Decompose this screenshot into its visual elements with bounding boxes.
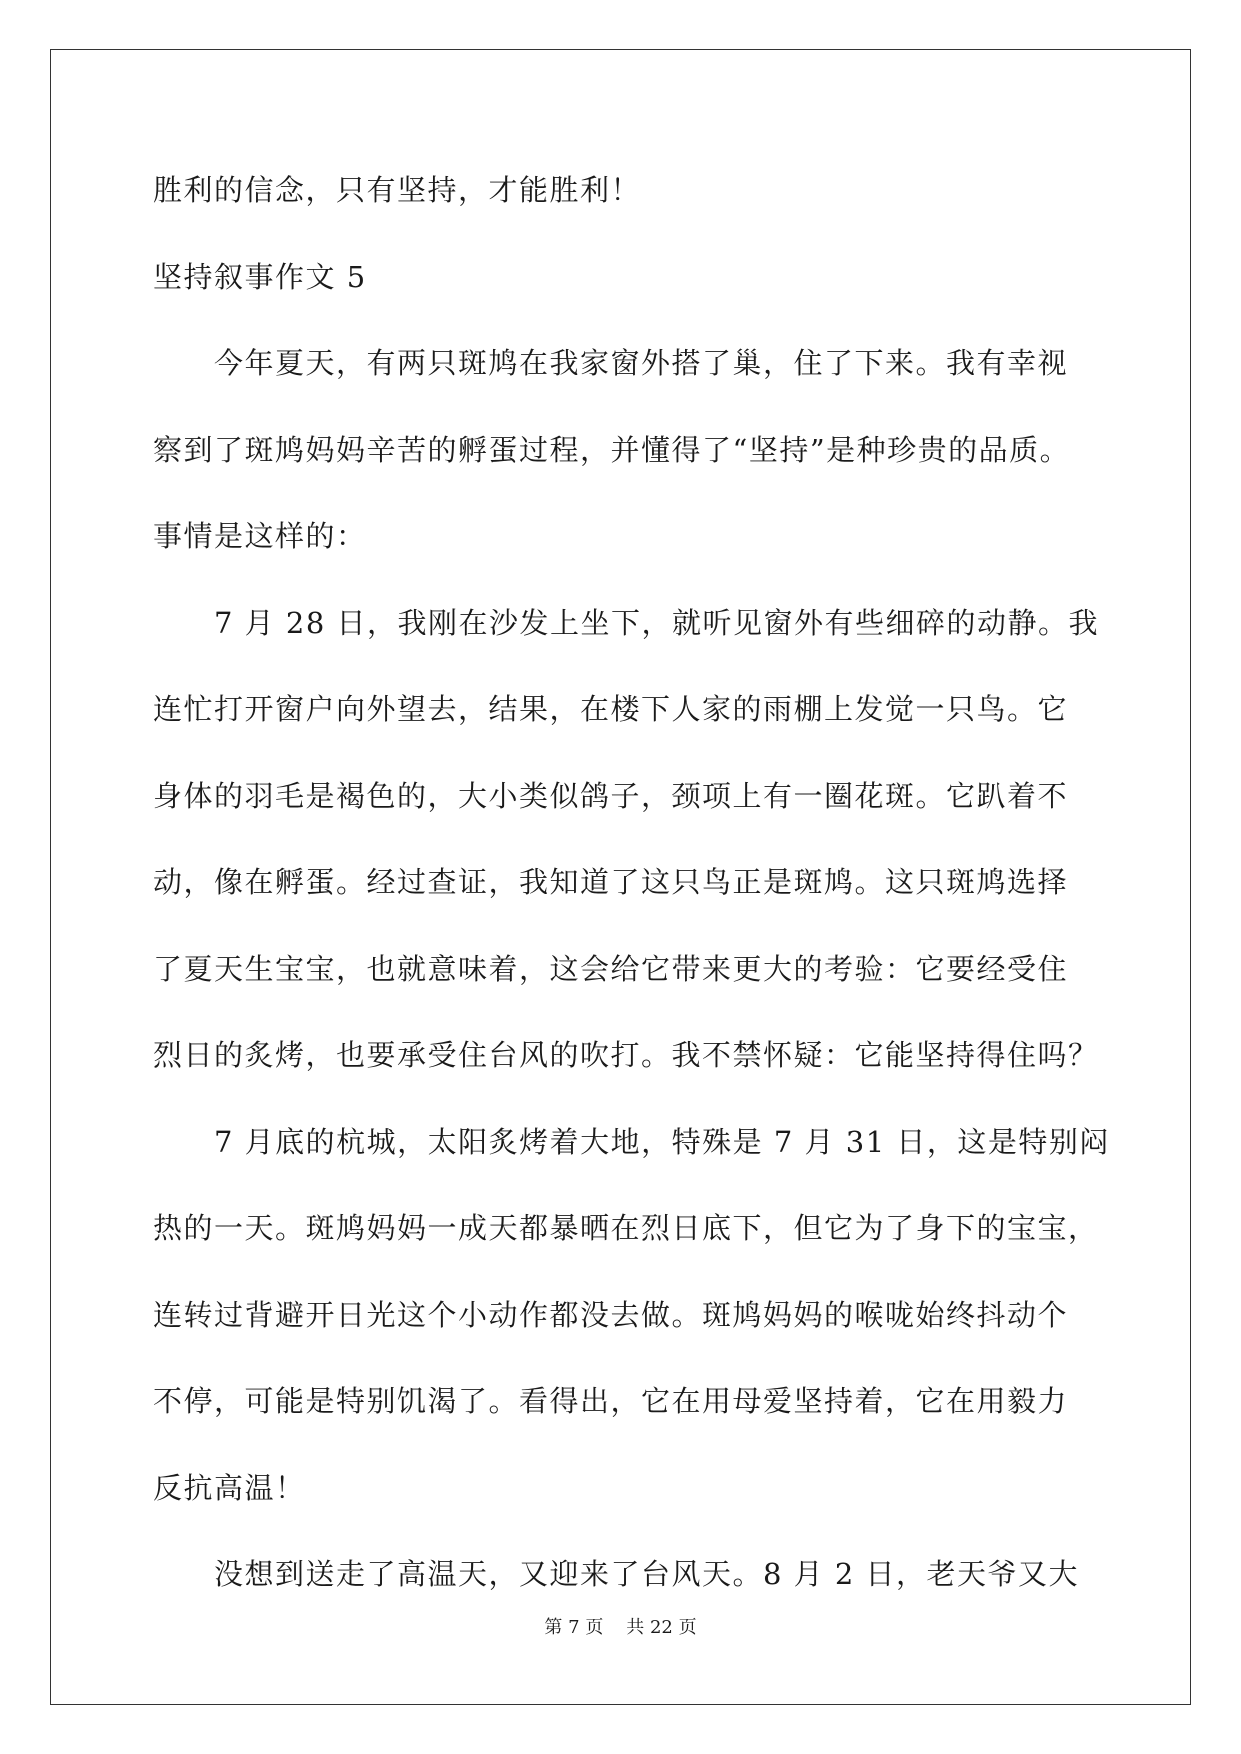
paragraph-line: 察到了斑鸠妈妈辛苦的孵蛋过程，并懂得了“坚持”是种珍贵的品质。 xyxy=(153,433,1071,467)
paragraph-line: 反抗高温！ xyxy=(153,1471,306,1505)
section-heading: 坚持叙事作文 5 xyxy=(153,260,367,294)
paragraph-line: 动，像在孵蛋。经过查证，我知道了这只鸟正是斑鸠。这只斑鸠选择 xyxy=(153,865,1069,899)
page-total: 共 22 页 xyxy=(626,1617,697,1638)
page-footer xyxy=(0,1619,1241,1637)
paragraph-line: 了夏天生宝宝，也就意味着，这会给它带来更大的考验：它要经受住 xyxy=(153,952,1069,986)
paragraph-line: 热的一天。斑鸠妈妈一成天都暴晒在烈日底下，但它为了身下的宝宝， xyxy=(153,1211,1099,1245)
paragraph-line: 7 月底的杭城，太阳炙烤着大地，特殊是 7 月 31 日，这是特别闷 xyxy=(214,1125,1110,1159)
page-number: 第 7 页 xyxy=(544,1617,604,1638)
paragraph-line: 连忙打开窗户向外望去，结果，在楼下人家的雨棚上发觉一只鸟。它 xyxy=(153,692,1069,726)
paragraph-line: 烈日的炙烤，也要承受住台风的吹打。我不禁怀疑：它能坚持得住吗？ xyxy=(153,1038,1099,1072)
paragraph-line: 身体的羽毛是褐色的，大小类似鸽子，颈项上有一圈花斑。它趴着不 xyxy=(153,779,1069,813)
paragraph-line: 事情是这样的： xyxy=(153,519,367,553)
paragraph-line: 不停，可能是特别饥渴了。看得出，它在用母爱坚持着，它在用毅力 xyxy=(153,1384,1069,1418)
paragraph-line: 今年夏天，有两只斑鸠在我家窗外搭了巢，住了下来。我有幸视 xyxy=(214,346,1069,380)
text-line: 胜利的信念，只有坚持，才能胜利！ xyxy=(153,173,642,207)
paragraph-line: 连转过背避开日光这个小动作都没去做。斑鸠妈妈的喉咙始终抖动个 xyxy=(153,1298,1069,1332)
paragraph-line: 7 月 28 日，我刚在沙发上坐下，就听见窗外有些细碎的动静。我 xyxy=(214,606,1100,640)
paragraph-line: 没想到送走了高温天，又迎来了台风天。8 月 2 日，老天爷又大 xyxy=(214,1557,1080,1591)
